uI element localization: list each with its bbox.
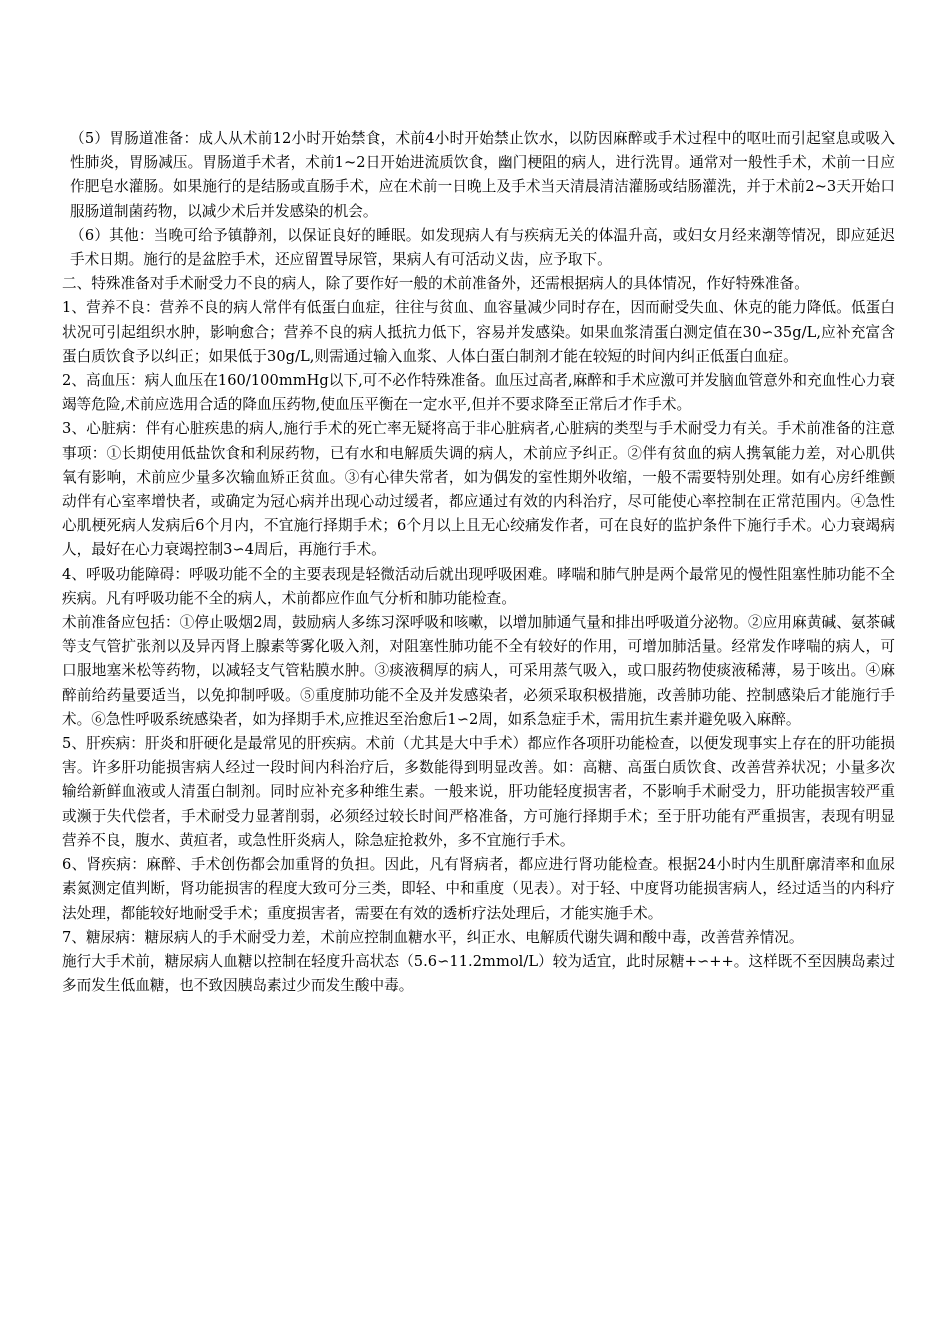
- paragraph-respiratory-prep: 术前准备应包括：①停止吸烟2周，鼓励病人多练习深呼吸和咳嗽，以增加肺通气量和排出呼吸道分泌物。②应用麻黄碱、氨茶碱等支气管扩张剂以及异丙肾上腺素等雾化吸入剂，对阻塞性肺功能不全有较好的作用，可增加肺活量。经常发作哮喘的病人，可口服地塞米松等药物，以减轻支气管粘膜水肿。③痰液稠厚的病人，可采用蒸气吸入，或口服药物使痰液稀薄，易于咳出。④麻醉前给药量要适当，以免抑制呼吸。⑤重度肺功能不全及并发感染者，必须采取积极措施，改善肺功能、控制感染后才能施行手术。⑥急性呼吸系统感染者，如为择期手术,应推迟至治愈后1∽2周，如系急症手术，需用抗生素并避免吸入麻醉。: [62, 614, 895, 728]
- paragraph-hypertension: 2、高血压：病人血压在160/100mmHg以下,可不必作特殊准备。血压过高者,麻醉和手术应激可并发脑血管意外和充血性心力衰竭等危险,术前应选用合适的降血压药物,使血压平衡在一定水平,但并不要求降至正常后才作手术。: [62, 372, 895, 414]
- paragraph-special-prep-heading: 二、特殊准备对手术耐受力不良的病人，除了要作好一般的术前准备外，还需根据病人的具体情况，作好特殊准备。: [62, 275, 809, 293]
- paragraph-diabetes-surgery: 施行大手术前，糖尿病人血糖以控制在轻度升高状态（5.6∽11.2mmol/L）较为适宜，此时尿糖+∽++。这样既不至因胰岛素过多而发生低血糖，也不致因胰岛素过少而发生酸中毒。: [62, 952, 895, 995]
- paragraph-respiratory: 4、呼吸功能障碍：呼吸功能不全的主要表现是轻微活动后就出现呼吸困难。哮喘和肺气肿是两个最常见的慢性阻塞性肺功能不全疾病。凡有呼吸功能不全的病人，术前都应作血气分析和肺功能检查。: [62, 565, 895, 607]
- paragraph-liver-disease: 5、肝疾病：肝炎和肝硬化是最常见的肝疾病。术前（尤其是大中手术）都应作各项肝功能检查，以便发现事实上存在的肝功能损害。许多肝功能损害病人经过一段时间内科治疗后，多数能得到明显改善。如：高糖、高蛋白质饮食、改善营养状况；小量多次输给新鲜血液或人清蛋白制剂。同时应补充多种维生素。一般来说，肝功能轻度损害者，不影响手术耐受力，肝功能损害较严重或濒于失代偿者，手术耐受力显著削弱，必须经过较长时间严格准备，方可施行择期手术；至于肝功能有严重损害，表现有明显营养不良，腹水、黄疸者，或急性肝炎病人，除急症抢救外，多不宜施行手术。: [62, 735, 895, 849]
- paragraph-heart-disease: 3、心脏病：伴有心脏疾患的病人,施行手术的死亡率无疑将高于非心脏病者,心脏病的类型与手术耐受力有关。手术前准备的注意事项：①长期使用低盐饮食和利尿药物，已有水和电解质失调的病人，术前应予纠正。②伴有贫血的病人携氧能力差，对心肌供氧有影响，术前应少量多次输血矫正贫血。③有心律失常者，如为偶发的室性期外收缩，一般不需要特别处理。如有心房纤维颤动伴有心室率增快者，或确定为冠心病并出现心动过缓者，都应通过有效的内科治疗，尽可能使心率控制在正常范围内。④急性心肌梗死病人发病后6个月内，不宜施行择期手术；6个月以上且无心绞痛发作者，可在良好的监护条件下施行手术。心力衰竭病人，最好在心力衰竭控制3∽4周后，再施行手术。: [62, 420, 895, 559]
- paragraph-diabetes: 7、糖尿病：糖尿病人的手术耐受力差，术前应控制血糖水平，纠正水、电解质代谢失调和酸中毒，改善营养情况。: [62, 928, 804, 946]
- paragraph-malnutrition: 1、营养不良：营养不良的病人常伴有低蛋白血症，往往与贫血、血容量减少同时存在，因而耐受失血、休克的能力降低。低蛋白状况可引起组织水肿，影响愈合；营养不良的病人抵抗力低下，容易并发感染。如果血浆清蛋白测定值在30∽35g/L,应补充富含蛋白质饮食予以纠正；如果低于30g/L,则需通过输入血浆、人体白蛋白制剂才能在较短的时间内纠正低蛋白血症。: [62, 299, 895, 365]
- document-body: [62, 127, 895, 998]
- paragraph-kidney-disease: 6、肾疾病：麻醉、手术创伤都会加重肾的负担。因此，凡有肾病者，都应进行肾功能检查。根据24小时内生肌酐廓清率和血尿素氮测定值判断，肾功能损害的程度大致可分三类，即轻、中和重度（见表）。对于轻、中度肾功能损害病人，经过适当的内科疗法处理，都能较好地耐受手术；重度损害者，需要在有效的透析疗法处理后，才能实施手术。: [62, 856, 895, 922]
- paragraph-gastrointestinal-prep: （5）胃肠道准备：成人从术前12小时开始禁食，术前4小时开始禁止饮水，以防因麻醉或手术过程中的呕吐而引起窒息或吸入性肺炎，胃肠减压。胃肠道手术者，术前1~2日开始进流质饮食，幽门梗阻的病人，进行洗胃。通常对一般性手术，术前一日应作肥皂水灌肠。如果施行的是结肠或直肠手术，应在术前一日晚上及手术当天清晨清洁灌肠或结肠灌洗，并于术前2~3天开始口服肠道制菌药物，以减少术后并发感染的机会。: [70, 130, 895, 220]
- paragraph-other-prep: （6）其他：当晚可给予镇静剂，以保证良好的睡眠。如发现病人有与疾病无关的体温升高，或妇女月经来潮等情况，即应延迟手术日期。施行的是盆腔手术，还应留置导尿管，果病人有可活动义齿，应予取下。: [70, 226, 895, 269]
